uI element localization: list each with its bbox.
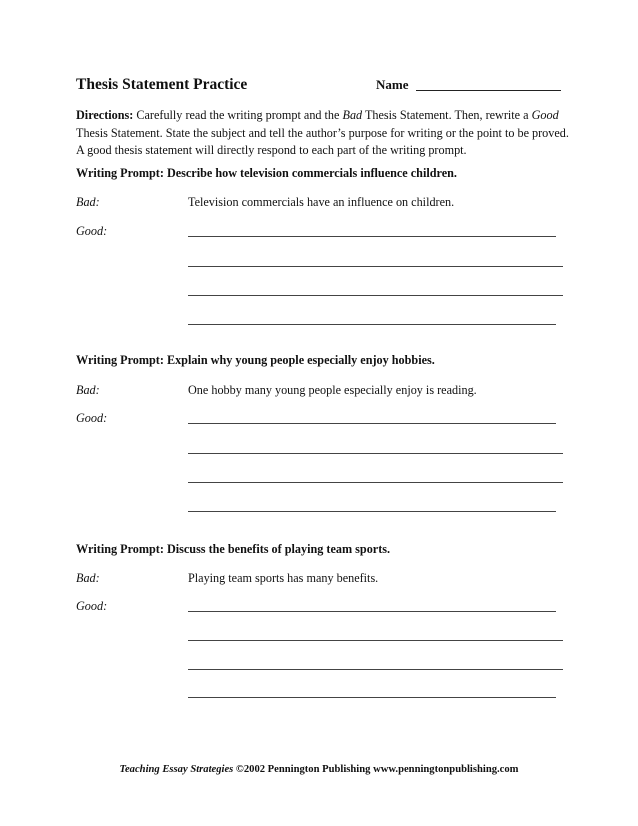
bad-label-1: Bad: bbox=[76, 195, 100, 209]
directions-text-3: Thesis Statement. State the subject and tell the author’s purpose for writing or the point to be proved. A good thesis statement will directly respond to each part of the writing prompt. bbox=[76, 125, 569, 157]
good-label-1: Good: bbox=[76, 224, 108, 238]
directions-paragraph bbox=[76, 107, 570, 160]
directions-label: Directions: bbox=[76, 108, 134, 122]
bad-statement-2: One hobby many young people especially enjoy is reading. bbox=[188, 383, 477, 397]
bad-statement-3: Playing team sports has many benefits. bbox=[188, 571, 379, 585]
directions-good-word: Good bbox=[531, 108, 559, 122]
bad-label-3: Bad: bbox=[76, 571, 100, 585]
good-answer-line-1d[interactable] bbox=[188, 324, 556, 325]
writing-prompt-2: Writing Prompt: Explain why young people especially enjoy hobbies. bbox=[76, 353, 435, 367]
good-answer-line-1c[interactable] bbox=[188, 295, 563, 296]
good-answer-line-3d[interactable] bbox=[188, 697, 556, 698]
directions-text-1: Carefully read the writing prompt and the bbox=[133, 108, 343, 122]
good-answer-line-3b[interactable] bbox=[188, 640, 563, 641]
footer-copyright: ©2002 Pennington Publishing www.penningtonpublishing.com bbox=[233, 764, 519, 775]
bad-statement-1: Television commercials have an influence on children. bbox=[188, 195, 455, 209]
footer-book-title: Teaching Essay Strategies bbox=[119, 764, 234, 775]
directions-bad-word: Bad bbox=[342, 108, 363, 122]
directions-text-2: Thesis Statement. Then, rewrite a bbox=[362, 108, 532, 122]
writing-prompt-1: Writing Prompt: Describe how television commercials influence children. bbox=[76, 166, 457, 180]
good-answer-line-1b[interactable] bbox=[188, 266, 563, 267]
good-answer-line-2c[interactable] bbox=[188, 482, 563, 483]
good-label-3: Good: bbox=[76, 599, 108, 613]
good-label-2: Good: bbox=[76, 411, 108, 425]
bad-label-2: Bad: bbox=[76, 383, 100, 397]
writing-prompt-3: Writing Prompt: Discuss the benefits of playing team sports. bbox=[76, 542, 391, 556]
good-answer-line-3a[interactable] bbox=[188, 611, 556, 612]
good-answer-line-3c[interactable] bbox=[188, 669, 563, 670]
good-answer-line-2d[interactable] bbox=[188, 511, 556, 512]
good-answer-line-2a[interactable] bbox=[188, 423, 556, 424]
good-answer-line-1a[interactable] bbox=[188, 236, 556, 237]
page-footer bbox=[0, 764, 638, 775]
name-label: Name bbox=[376, 77, 409, 92]
worksheet-header bbox=[76, 76, 566, 96]
name-blank-line bbox=[416, 90, 561, 91]
page-title: Thesis Statement Practice bbox=[76, 76, 248, 93]
good-answer-line-2b[interactable] bbox=[188, 453, 563, 454]
